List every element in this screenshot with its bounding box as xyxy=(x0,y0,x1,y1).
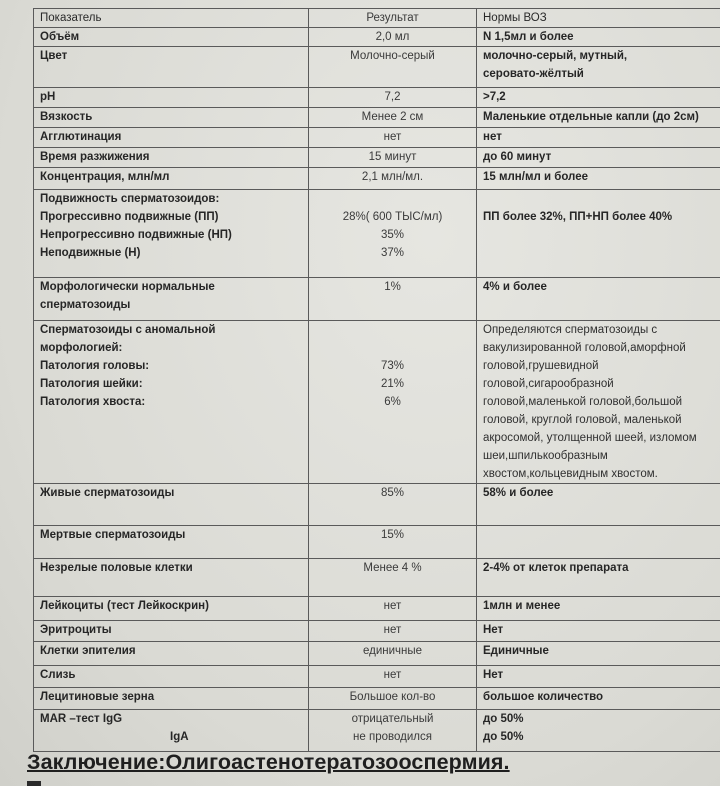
table-row xyxy=(34,148,720,168)
norm-cell xyxy=(477,559,720,597)
norm-cell xyxy=(477,190,720,278)
table-row xyxy=(34,710,720,752)
norm-cell xyxy=(477,88,720,108)
result-cell-line: не проводился xyxy=(353,731,432,743)
result-cell-line: 15% xyxy=(380,529,405,541)
indicator-cell-line: Лейкоциты (тест Лейкоскрин) xyxy=(40,600,209,612)
norm-cell xyxy=(477,148,720,168)
result-cell-line: нет xyxy=(383,131,402,143)
indicator-cell-line: Агглютинация xyxy=(40,131,122,143)
norm-cell-line: 15 млн/мл и более xyxy=(483,171,588,183)
indicator-cell xyxy=(34,88,309,108)
norm-cell-line: Маленькие отдельные капли (до 2см) xyxy=(483,111,699,123)
result-cell-line: 15 минут xyxy=(368,151,417,163)
norm-cell xyxy=(477,642,720,666)
indicator-cell-line: Незрелые половые клетки xyxy=(40,562,193,574)
norm-cell xyxy=(477,597,720,621)
table-row xyxy=(34,321,720,484)
conclusion-heading: Заключение:Олигоастенотератозооспермия. xyxy=(27,750,510,774)
result-cell xyxy=(309,666,477,688)
norm-cell xyxy=(477,688,720,710)
norm-cell-line: 58% и более xyxy=(483,487,554,499)
indicator-cell-line: Цвет xyxy=(40,50,68,62)
norm-cell-line: Нет xyxy=(483,624,504,636)
indicator-cell xyxy=(34,526,309,559)
norm-cell-line: головой, круглой головой, маленькой xyxy=(483,414,682,426)
norm-cell-line: Нет xyxy=(483,669,504,681)
indicator-cell xyxy=(34,688,309,710)
result-cell xyxy=(309,190,477,278)
indicator-cell-line: MAR –тест IgG xyxy=(40,713,123,725)
indicator-cell-line: pH xyxy=(40,91,56,103)
indicator-cell-line: Мертвые сперматозоиды xyxy=(40,529,186,541)
table-row xyxy=(34,108,720,128)
norm-cell xyxy=(477,47,720,88)
header-indicator: Показатель xyxy=(34,9,309,28)
indicator-cell-line: Время разжижения xyxy=(40,151,150,163)
norm-cell-line: акросомой, утолщенной шеей, изломом xyxy=(483,432,697,444)
table-row xyxy=(34,484,720,526)
result-cell-line: Менее 4 % xyxy=(363,562,422,574)
result-cell-line: 2,1 млн/мл. xyxy=(361,171,424,183)
norm-cell-line: до 50% xyxy=(483,731,524,743)
result-cell-line: 7,2 xyxy=(384,91,401,103)
norm-cell xyxy=(477,321,720,484)
indicator-cell-line: сперматозоиды xyxy=(40,299,131,311)
table-header-row xyxy=(34,9,720,28)
table-row xyxy=(34,168,720,190)
table-row xyxy=(34,559,720,597)
indicator-cell-line: Слизь xyxy=(40,669,76,681)
indicator-cell-line: Вязкость xyxy=(40,111,93,123)
indicator-cell xyxy=(34,190,309,278)
result-cell xyxy=(309,621,477,642)
result-cell-line: Молочно-серый xyxy=(350,50,435,62)
indicator-cell-line: Подвижность сперматозоидов: xyxy=(40,193,220,205)
table-row xyxy=(34,47,720,88)
result-cell xyxy=(309,484,477,526)
result-cell-line: единичные xyxy=(362,645,423,657)
norm-cell-line: вакулизированной головой,аморфной xyxy=(483,342,686,354)
norm-cell xyxy=(477,484,720,526)
indicator-cell xyxy=(34,559,309,597)
result-cell-line: 37% xyxy=(380,247,405,259)
norm-cell xyxy=(477,621,720,642)
norm-cell xyxy=(477,710,720,752)
indicator-cell-line: IgA xyxy=(170,731,189,743)
norm-cell xyxy=(477,108,720,128)
indicator-cell xyxy=(34,666,309,688)
table-row xyxy=(34,88,720,108)
indicator-cell xyxy=(34,484,309,526)
norm-cell-line: серовато-жёлтый xyxy=(483,68,584,80)
table-row xyxy=(34,278,720,321)
indicator-cell-line: морфологией: xyxy=(40,342,123,354)
norm-cell-line: хвостом,кольцевидным хвостом. xyxy=(483,468,658,480)
norm-cell-line: Единичные xyxy=(483,645,549,657)
norm-cell-line: Определяются сперматозоиды с xyxy=(483,324,658,336)
result-cell-line: 21% xyxy=(380,378,405,390)
norm-cell-line: >7,2 xyxy=(483,91,506,103)
norm-cell xyxy=(477,28,720,47)
indicator-cell xyxy=(34,47,309,88)
result-cell-line: Менее 2 см xyxy=(361,111,424,123)
table-row xyxy=(34,190,720,278)
result-cell xyxy=(309,688,477,710)
table-row xyxy=(34,642,720,666)
indicator-cell xyxy=(34,642,309,666)
indicator-cell-line: Живые сперматозоиды xyxy=(40,487,175,499)
indicator-cell xyxy=(34,108,309,128)
norm-cell-line: нет xyxy=(483,131,502,143)
result-cell xyxy=(309,88,477,108)
norm-cell-line: головой,маленькой головой,большой xyxy=(483,396,683,408)
result-cell-line: 6% xyxy=(384,396,401,408)
result-cell xyxy=(309,108,477,128)
indicator-cell xyxy=(34,278,309,321)
result-cell-line: нет xyxy=(383,669,402,681)
result-cell-line: 1% xyxy=(384,281,401,293)
result-cell xyxy=(309,321,477,484)
indicator-cell-line: Непрогрессивно подвижные (НП) xyxy=(40,229,232,241)
result-cell-line: 28%( 600 ТЫС/мл) xyxy=(342,211,443,223)
result-cell xyxy=(309,526,477,559)
result-cell-line: 85% xyxy=(380,487,405,499)
result-cell xyxy=(309,559,477,597)
table-row xyxy=(34,28,720,47)
table-row xyxy=(34,597,720,621)
indicator-cell xyxy=(34,128,309,148)
indicator-cell xyxy=(34,710,309,752)
norm-cell-line: до 60 минут xyxy=(483,151,552,163)
norm-cell-line xyxy=(483,526,720,544)
result-cell-line: нет xyxy=(383,624,402,636)
indicator-cell xyxy=(34,597,309,621)
result-cell-line: 73% xyxy=(380,360,405,372)
header-norm: Нормы ВОЗ xyxy=(477,9,720,28)
indicator-cell-line: Патология головы: xyxy=(40,360,150,372)
norm-cell xyxy=(477,278,720,321)
norm-cell-line: до 50% xyxy=(483,713,524,725)
norm-cell-line: шеи,шпилькообразным xyxy=(483,450,608,462)
indicator-cell-line: Объём xyxy=(40,31,80,43)
result-cell xyxy=(309,47,477,88)
result-cell xyxy=(309,642,477,666)
indicator-cell-line: Морфологически нормальные xyxy=(40,281,215,293)
result-cell xyxy=(309,128,477,148)
result-cell-line: нет xyxy=(383,600,402,612)
norm-cell-line: 4% и более xyxy=(483,281,547,293)
table-row xyxy=(34,666,720,688)
result-cell-line xyxy=(315,190,470,208)
semen-analysis-table xyxy=(33,8,720,752)
result-cell xyxy=(309,168,477,190)
indicator-cell-line: Прогрессивно подвижные (ПП) xyxy=(40,211,219,223)
result-cell-line: Большое кол-во xyxy=(349,691,436,703)
indicator-cell-line: Эритроциты xyxy=(40,624,112,636)
result-cell-line: 35% xyxy=(380,229,405,241)
indicator-cell-line: Патология шейки: xyxy=(40,378,143,390)
result-cell xyxy=(309,28,477,47)
indicator-cell xyxy=(34,168,309,190)
result-cell xyxy=(309,710,477,752)
result-cell xyxy=(309,148,477,168)
norm-cell-line: головой,сигарообразной xyxy=(483,378,614,390)
result-cell-line xyxy=(315,339,470,357)
norm-cell-line: N 1,5мл и более xyxy=(483,31,574,43)
norm-cell xyxy=(477,168,720,190)
indicator-cell-line: Патология хвоста: xyxy=(40,396,146,408)
norm-cell-line: 2-4% от клеток препарата xyxy=(483,562,629,574)
indicator-cell xyxy=(34,28,309,47)
norm-cell-line xyxy=(483,190,720,208)
norm-cell-line: ПП более 32%, ПП+НП более 40% xyxy=(483,211,673,223)
table-row xyxy=(34,526,720,559)
norm-cell-line: головой,грушевидной xyxy=(483,360,599,372)
result-cell xyxy=(309,278,477,321)
indicator-cell-line: Лецитиновые зерна xyxy=(40,691,155,703)
result-cell-line xyxy=(315,321,470,339)
indicator-cell xyxy=(34,148,309,168)
table-row xyxy=(34,128,720,148)
indicator-cell-line: Неподвижные (Н) xyxy=(40,247,141,259)
header-result: Результат xyxy=(309,9,477,28)
norm-cell xyxy=(477,128,720,148)
result-cell-line: 2,0 мл xyxy=(375,31,410,43)
table-row xyxy=(34,688,720,710)
result-cell xyxy=(309,597,477,621)
norm-cell-line: 1млн и менее xyxy=(483,600,561,612)
indicator-cell xyxy=(34,321,309,484)
indicator-cell-line: Концентрация, млн/мл xyxy=(40,171,170,183)
norm-cell xyxy=(477,666,720,688)
norm-cell-line: молочно-серый, мутный, xyxy=(483,50,628,62)
norm-cell-line: большое количество xyxy=(483,691,604,703)
result-cell-line: отрицательный xyxy=(351,713,434,725)
norm-cell xyxy=(477,526,720,559)
indicator-cell xyxy=(34,621,309,642)
cut-off-text-line xyxy=(27,781,41,786)
indicator-cell-line: Клетки эпителия xyxy=(40,645,136,657)
indicator-cell-line: Сперматозоиды с аномальной xyxy=(40,324,216,336)
table-row xyxy=(34,621,720,642)
